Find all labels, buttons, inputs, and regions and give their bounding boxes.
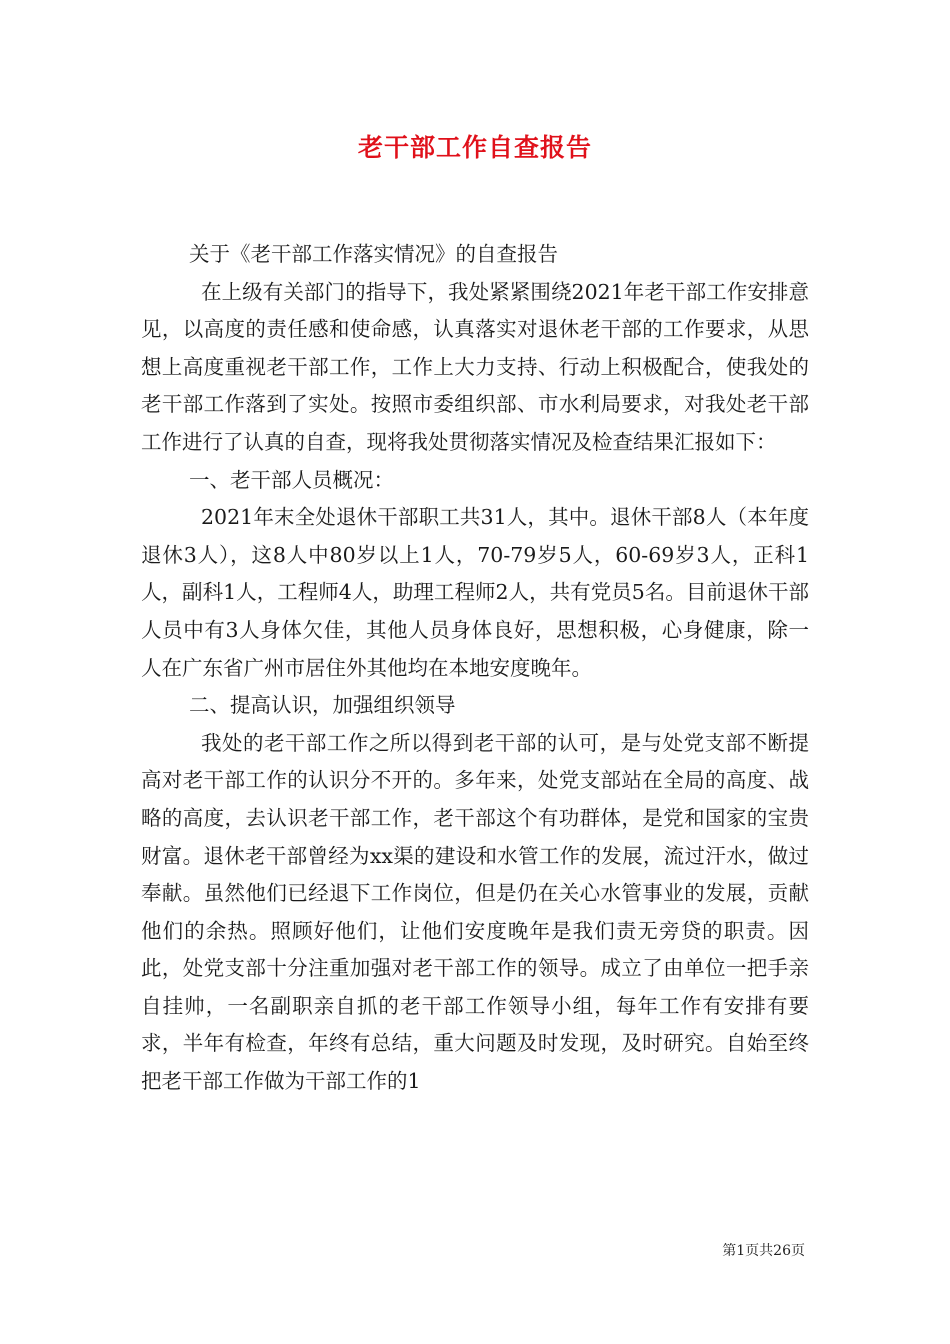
- page-number: 第1页共26页: [722, 1243, 805, 1259]
- document-body: [141, 236, 809, 1101]
- section-heading-1: 一、老干部人员概况：: [189, 467, 394, 492]
- document-subtitle: 关于《老干部工作落实情况》的自查报告: [189, 242, 558, 266]
- paragraph-leadership: 我处的老干部工作之所以得到老干部的认可，是与处党支部不断提高对老干部工作的认识分不开的。多年来，处党支部站在全局的高度、战略的高度，去认识老干部工作，老干部这个有功群体，是党和国家的宝贵财富。退休老干部曾经为xx渠的建设和水管工作的发展，流过汗水，做过奉献。虽然他们已经退下工作岗位，但是仍在关心水管事业的发展，贡献他们的余热。照顾好他们，让他们安度晚年是我们责无旁贷的职责。因此，处党支部十分注重加强对老干部工作的领导。成立了由单位一把手亲自挂帅，一名副职亲自抓的老干部工作领导小组，每年工作有安排有要求，半年有检查，年终有总结，重大问题及时发现，及时研究。自始至终把老干部工作做为干部工作的1: [141, 730, 809, 1094]
- paragraph-overview: 2021年末全处退休干部职工共31人，其中。退休干部8人（本年度退休3人），这8人中80岁以上1人，70-79岁5人，60-69岁3人，正科1人，副科1人，工程师4人，助理工程师2人，共有党员5名。目前退休干部人员中有3人身体欠佳，其他人员身体良好，思想积极，心身健康，除一人在广东省广州市居住外其他均在本地安度晚年。: [141, 505, 809, 680]
- paragraph-intro: 在上级有关部门的指导下，我处紧紧围绕2021年老干部工作安排意见，以高度的责任感和使命感，认真落实对退休老干部的工作要求，从思想上高度重视老干部工作，工作上大力支持、行动上积极配合，使我处的老干部工作落到了实处。按照市委组织部、市水利局要求，对我处老干部工作进行了认真的自查，现将我处贯彻落实情况及检查结果汇报如下：: [141, 279, 809, 454]
- section-heading-2: 二、提高认识，加强组织领导: [189, 693, 456, 718]
- document-title: 老干部工作自查报告: [357, 133, 592, 162]
